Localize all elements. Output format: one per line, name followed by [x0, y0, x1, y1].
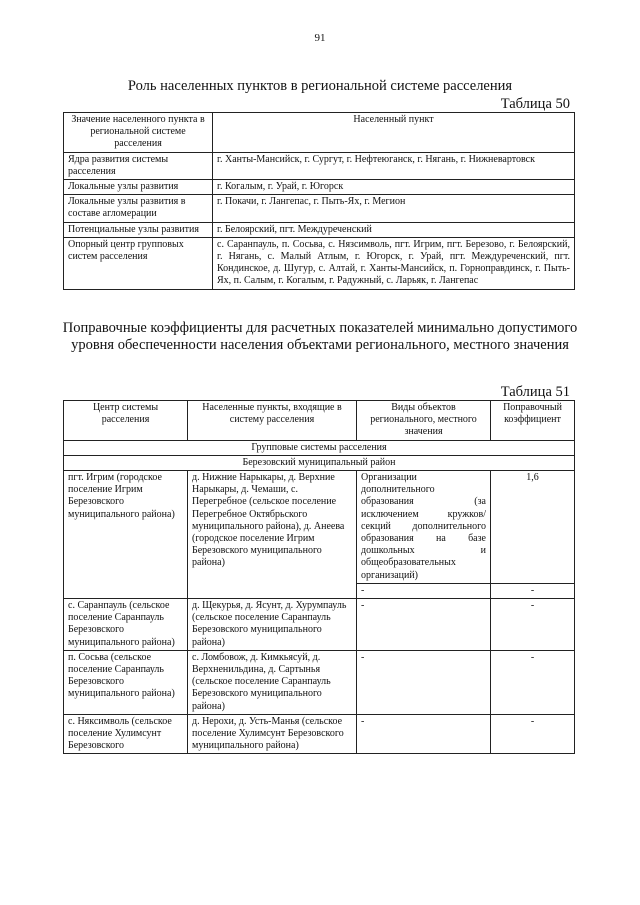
column-header-place: Населенный пункт: [213, 113, 575, 153]
column-header-center: Центр системы расселения: [64, 401, 188, 441]
places-cell: д. Щекурья, д. Ясунт, д. Хурумпауль (сельское поселение Саранпауль Березовского муниципального района): [188, 599, 357, 651]
places-cell: г. Когалым, г. Урай, г. Югорск: [213, 180, 575, 195]
places-cell: г. Покачи, г. Лангепас, г. Пыть-Ях, г. Мегион: [213, 195, 575, 222]
center-cell: с. Саранпауль (сельское поселение Саранпауль Березовского муниципального района): [64, 599, 188, 651]
role-cell: Опорный центр групповых систем расселения: [64, 237, 213, 289]
objects-cell: -: [357, 650, 491, 714]
coefficient-cell: 1,6: [491, 471, 575, 584]
group-header: Групповые системы расселения: [64, 440, 575, 455]
places-cell: д. Нерохи, д. Усть-Манья (сельское поселение Хулимсунт Березовского муниципального района): [188, 714, 357, 754]
table-row: [64, 237, 575, 289]
places-cell: с. Саранпауль, п. Сосьва, с. Нязсимволь, пгт. Игрим, пгт. Березово, г. Белоярский, г. Нягань, с. Малый Атлым, г. Югорск, г. Урай, пгт. Междуреченский, пгт. Кондинское, д. Шугур, с. Алтай, г. Ханты-Мансийск, п. Горноправдинск, г. Пыть-Ях, п. Салым, г. Когалым, г. Радужный, с. Ларьяк, г. Лангепас: [213, 237, 575, 289]
objects-cell: -: [357, 599, 491, 651]
column-header-role: Значение населенного пункта в региональной системе расселения: [64, 113, 213, 153]
table-row: [64, 599, 575, 651]
table50-title: Роль населенных пунктов в региональной системе расселения: [127, 78, 513, 94]
role-cell: Локальные узлы развития: [64, 180, 213, 195]
district-header: Березовский муниципальный район: [64, 455, 575, 470]
table51-label: Таблица 51: [500, 384, 570, 400]
places-cell: г. Белоярский, пгт. Междуреченский: [213, 222, 575, 237]
table50-label: Таблица 50: [500, 96, 570, 112]
table-51: [63, 400, 575, 754]
objects-cell: -: [357, 583, 491, 598]
center-cell: пгт. Игрим (городское поселение Игрим Березовского муниципального района): [64, 471, 188, 599]
coefficient-cell: -: [491, 583, 575, 598]
page-number: 91: [314, 32, 326, 44]
center-cell: п. Сосьва (сельское поселение Саранпауль Березовского муниципального района): [64, 650, 188, 714]
objects-cell: -: [357, 714, 491, 754]
column-header-places: Населенные пункты, входящие в систему расселения: [188, 401, 357, 441]
group-header-row: [64, 440, 575, 455]
column-header-objects: Виды объектов регионального, местного значения: [357, 401, 491, 441]
table-row: [64, 222, 575, 237]
table51-title: Поправочные коэффициенты для расчетных показателей минимально допустимого уровня обеспеченности населения объектами регионального, местного значения: [62, 320, 578, 353]
column-header-coefficient: Поправочный коэффициент: [491, 401, 575, 441]
role-cell: Локальные узлы развития в составе агломерации: [64, 195, 213, 222]
places-cell: с. Ломбовож, д. Кимкьясуй, д. Верхненильдина, д. Сартынья (сельское поселение Саранпауль Березовского муниципального района): [188, 650, 357, 714]
table-row: [64, 714, 575, 754]
district-header-row: [64, 455, 575, 470]
places-cell: г. Ханты-Мансийск, г. Сургут, г. Нефтеюганск, г. Нягань, г. Нижневартовск: [213, 152, 575, 179]
table-row: [64, 180, 575, 195]
role-cell: Ядра развития системы расселения: [64, 152, 213, 179]
table-header-row: [64, 401, 575, 441]
coefficient-cell: -: [491, 599, 575, 651]
table-row: [64, 195, 575, 222]
coefficient-cell: -: [491, 650, 575, 714]
table-row: [64, 152, 575, 179]
table-row: [64, 650, 575, 714]
places-cell: д. Нижние Нарыкары, д. Верхние Нарыкары, д. Чемаши, с. Перегребное (сельское поселение Перегребное Октябрьского муниципального района), д. Анеева (городское поселение Игрим Березовского муниципального района): [188, 471, 357, 599]
center-cell: с. Няксимволь (сельское поселение Хулимсунт Березовского: [64, 714, 188, 754]
role-cell: Потенциальные узлы развития: [64, 222, 213, 237]
table-header-row: [64, 113, 575, 153]
table-50: [63, 112, 575, 290]
coefficient-cell: -: [491, 714, 575, 754]
table-row: [64, 471, 575, 584]
objects-cell: Организации дополнительного образования (за исключением кружков/секций дополнительного образования на базе дошкольных и общеобразовательных организаций): [357, 471, 491, 584]
